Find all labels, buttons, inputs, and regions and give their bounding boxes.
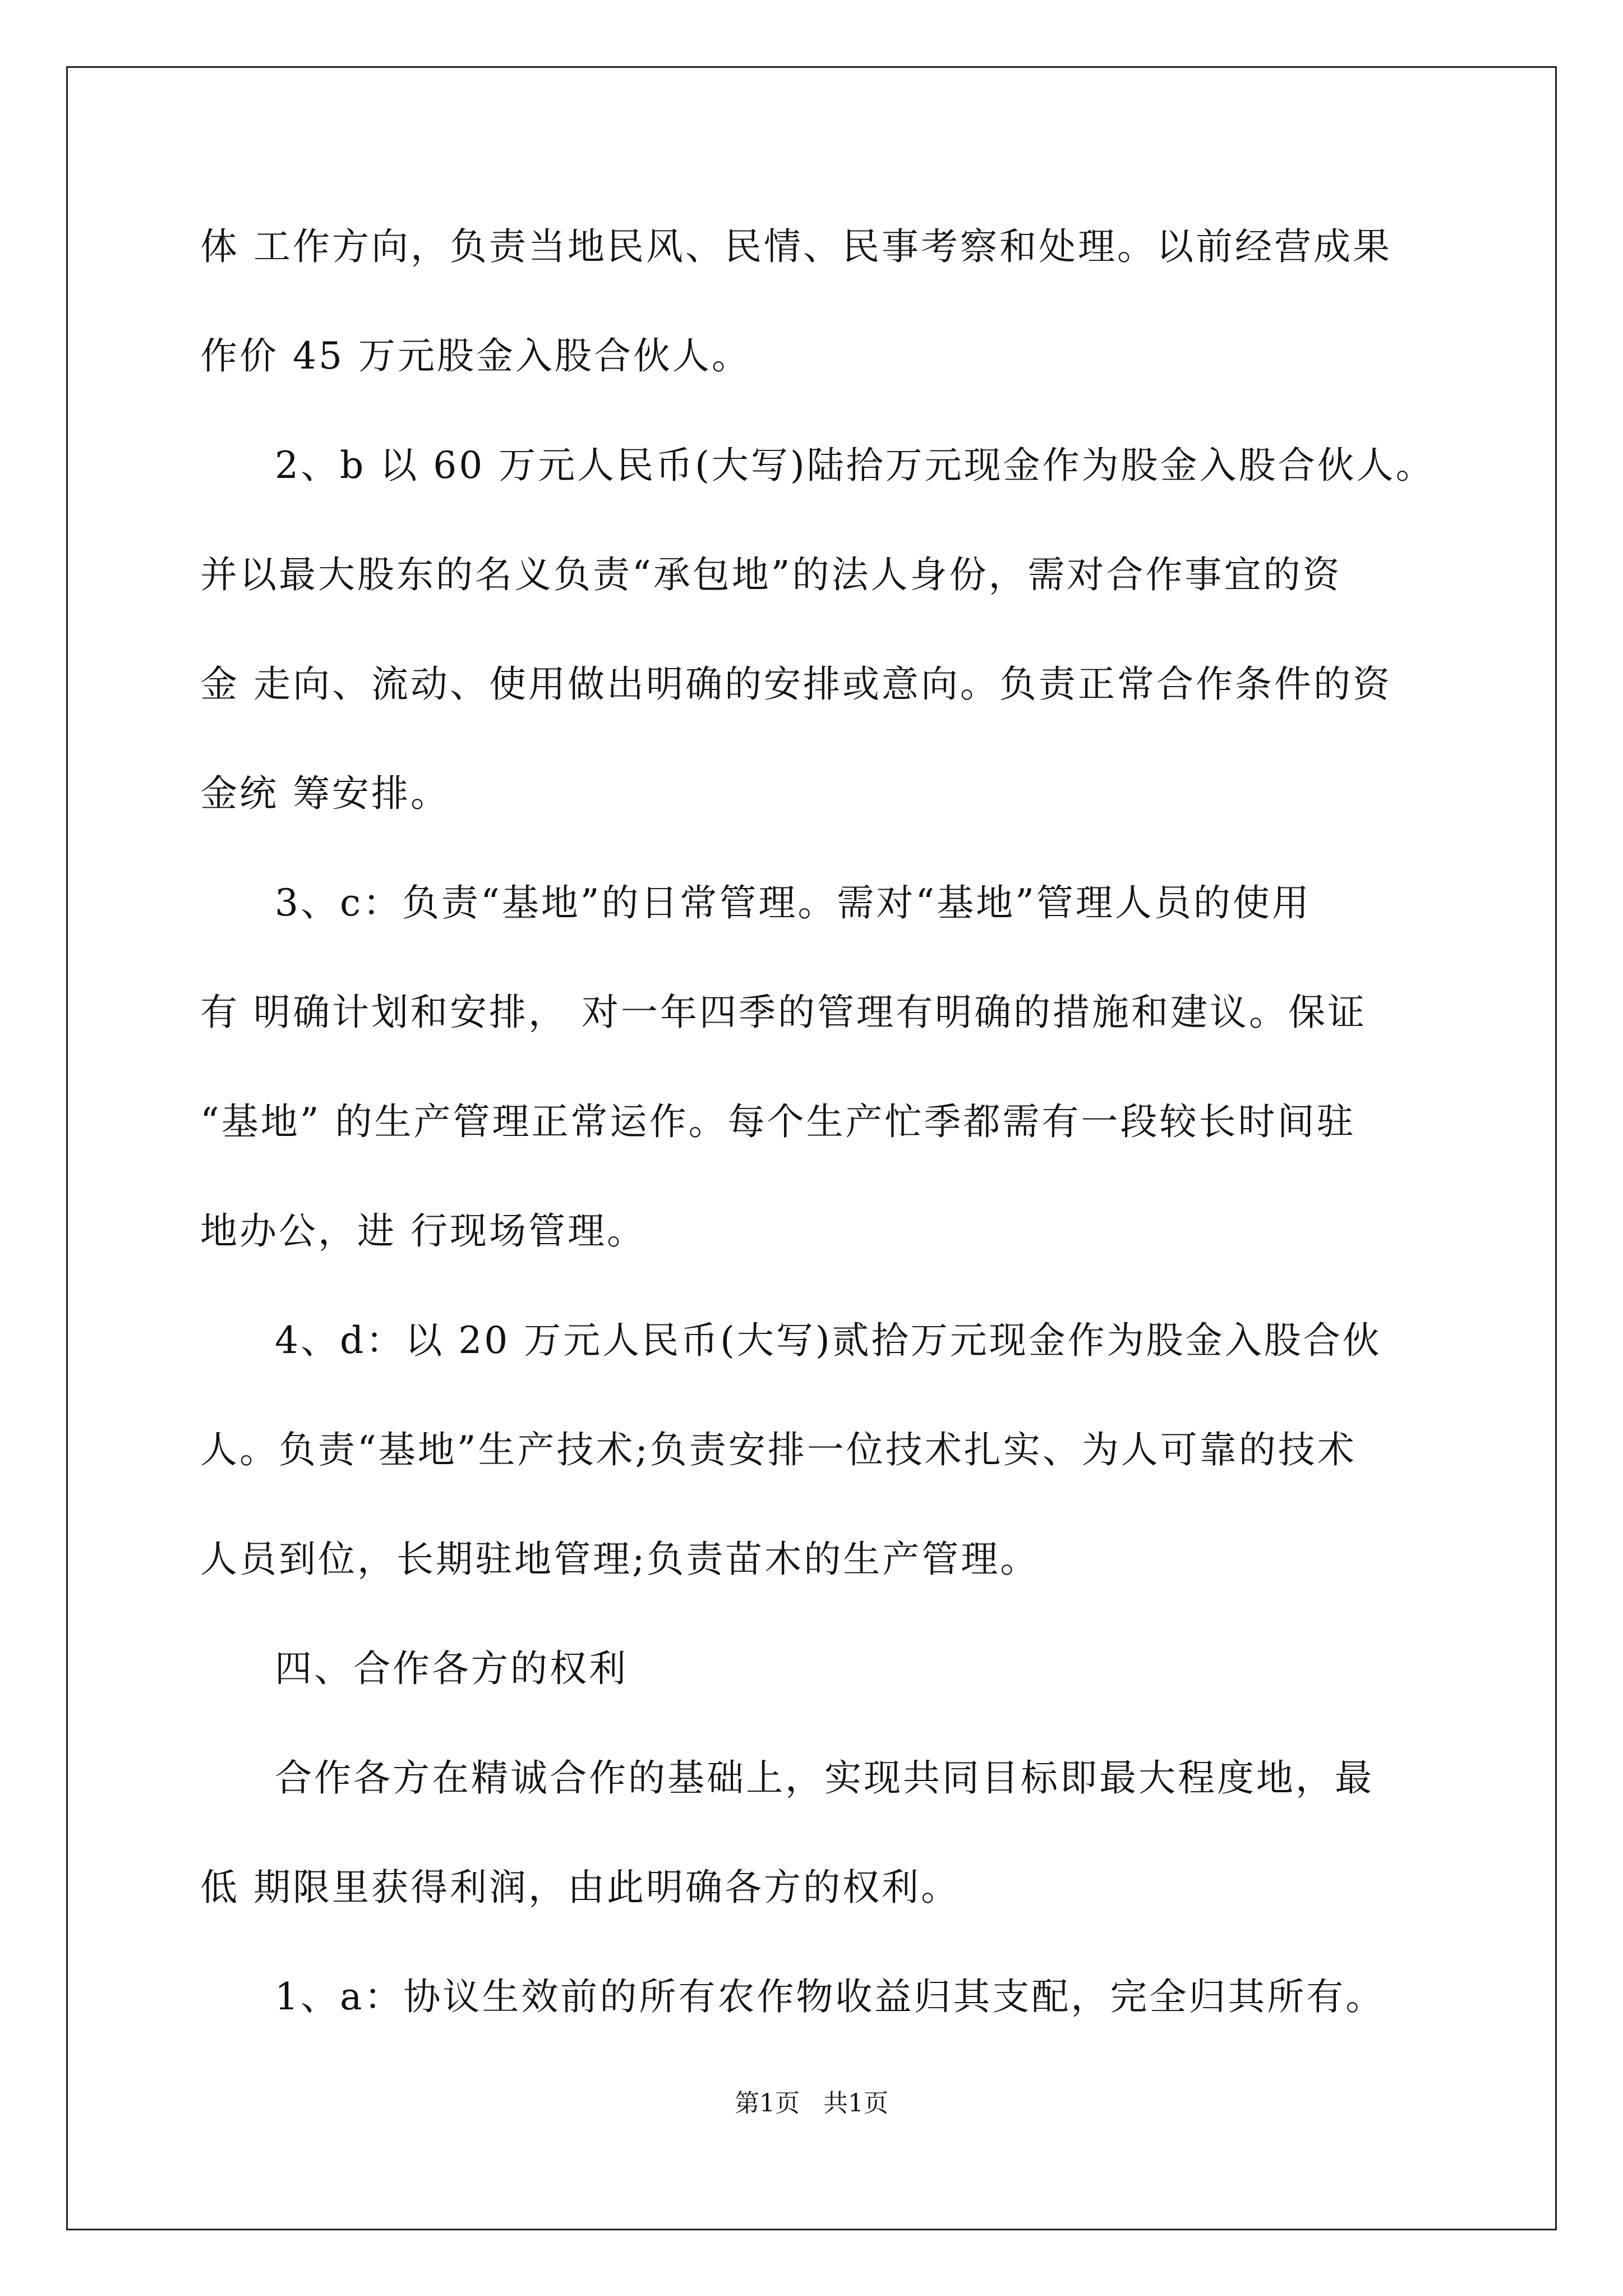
text-line-13: 人员到位，长期驻地管理;负责苗木的生产管理。 (200, 1538, 1040, 1581)
text-line-3: 2、b 以 60 万元人民币(大写)陆拾万元现金作为股金入股合伙人。 (275, 444, 1435, 487)
text-line-12: 人。负责“基地”生产技术;负责安排一位技术扎实、为人可靠的技术 (200, 1428, 1357, 1471)
text-line-5: 金 走向、流动、使用做出明确的安排或意向。负责正常合作条件的资 (200, 662, 1392, 706)
text-line-16: 低 期限里获得利润，由此明确各方的权利。 (200, 1866, 960, 1909)
text-line-2: 作价 45 万元股金入股合伙人。 (200, 334, 751, 378)
text-line-17: 1、a：协议生效前的所有农作物收益归其支配，完全归其所有。 (275, 1975, 1385, 2018)
text-line-4: 并以最大股东的名义负责“承包地”的法人身份，需对合作事宜的资 (200, 553, 1342, 596)
text-line-15: 合作各方在精诚合作的基础上，实现共同目标即最大程度地，最 (275, 1756, 1374, 1800)
text-line-1: 体 工作方向，负责当地民风、民情、民事考察和处理。以前经营成果 (200, 225, 1392, 268)
text-line-10: 地办公，进 行现场管理。 (200, 1209, 646, 1253)
text-line-6: 金统 筹安排。 (200, 772, 450, 815)
text-line-8: 有 明确计划和安排， 对一年四季的管理有明确的措施和建议。保证 (200, 991, 1367, 1034)
text-line-11: 4、d：以 20 万元人民币(大写)贰拾万元现金作为股金入股合伙 (275, 1319, 1382, 1362)
text-line-9: “基地” 的生产管理正常运作。每个生产忙季都需有一段较长时间驻 (200, 1100, 1356, 1143)
text-line-7: 3、c：负责“基地”的日常管理。需对“基地”管理人员的使用 (275, 881, 1311, 924)
section-heading: 四、合作各方的权利 (275, 1647, 628, 1690)
page-footer: 第1页 共1页 (735, 2089, 888, 2118)
